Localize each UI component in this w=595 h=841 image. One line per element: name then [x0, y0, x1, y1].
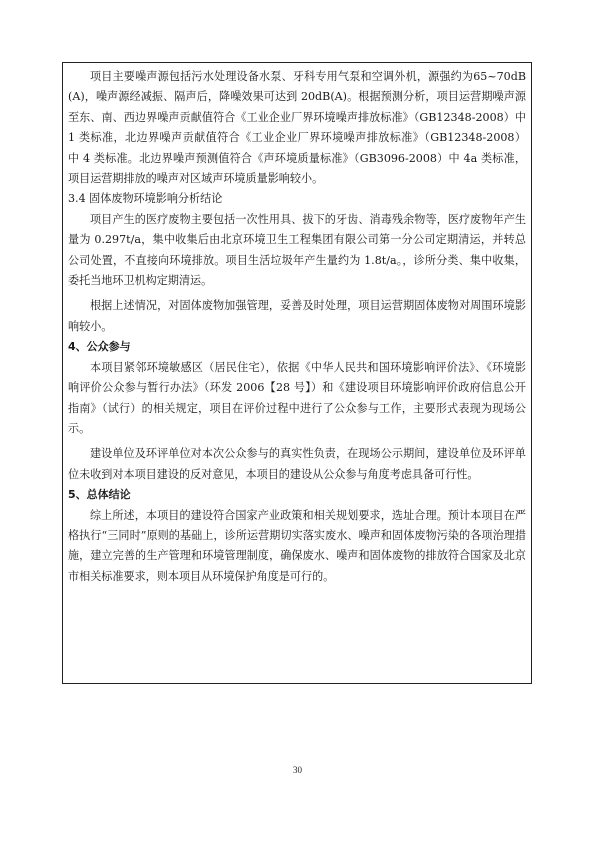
- section-3-4-heading: 3.4 固体废物环境影响分析结论: [68, 192, 223, 206]
- noise-paragraph: 项目主要噪声源包括污水处理设备水泵、牙科专用气泵和空调外机，源强约为65~70dB(A)，噪声源经减振、隔声后，降噪效果可达到 20dB(A)。根据预测分析，项目运营期噪声源至东、南、西边界噪声贡献值符合《工业企业厂界环境噪声排放标准》（GB12348-2008）中 1 类标准，北边界噪声贡献值符合《工业企业厂界环境噪声排放标准》（GB12348-2008） 中 4 类标准。北边界噪声预测值符合《声环境质量标准》（GB3096-2008）中 4a 类标准，项目运营期排放的噪声对区域声环境质量影响较小。: [68, 70, 526, 186]
- section-5-heading: 5、总体结论: [68, 488, 131, 502]
- solid-waste-summary-paragraph: 根据上述情况，对固体废物加强管理，妥善及时处理，项目运营期固体废物对周围环境影响较小。: [68, 299, 526, 333]
- section-4-heading: 4、公众参与: [68, 340, 131, 354]
- page-number: 30: [293, 765, 302, 775]
- content-frame: [62, 62, 532, 684]
- solid-waste-paragraph: 项目产生的医疗废物主要包括一次性用具、拔下的牙齿、消毒残余物等，医疗废物年产生量为 0.297t/a，集中收集后由北京环境卫生工程集团有限公司第一分公司定期清运，并转总公司处置，不直接向环境排放。项目生活垃圾年产生量约为 1.8t/a。，诊所分类、集中收集，委托当地环卫机构定期清运。: [68, 212, 526, 288]
- overall-conclusion-paragraph: 综上所述，本项目的建设符合国家产业政策和相关规划要求，选址合理。预计本项目在严格执行“三同时”原则的基础上，诊所运营期切实落实废水、噪声和固体废物污染的各项治理措施，建立完善的生产管理和环境管理制度，确保废水、噪声和固体废物的排放符合国家及北京市相关标准要求，则本项目从环境保护角度是可行的。: [68, 508, 526, 583]
- public-participation-responsibility-paragraph: 建设单位及环评单位对本次公众参与的真实性负责，在现场公示期间，建设单位及环评单位未收到对本项目建设的反对意见，本项目的建设从公众参与角度考虑具备可行性。: [68, 447, 526, 481]
- public-participation-paragraph: 本项目紧邻环境敏感区（居民住宅），依据《中华人民共和国环境影响评价法》、《环境影响评价公众参与暂行办法》（环发 2006【28 号】）和《建设项目环境影响评价政府信息公开指南》（试行）的相关规定，项目在评价过程中进行了公众参与工作，主要形式表现为现场公示。: [68, 360, 526, 435]
